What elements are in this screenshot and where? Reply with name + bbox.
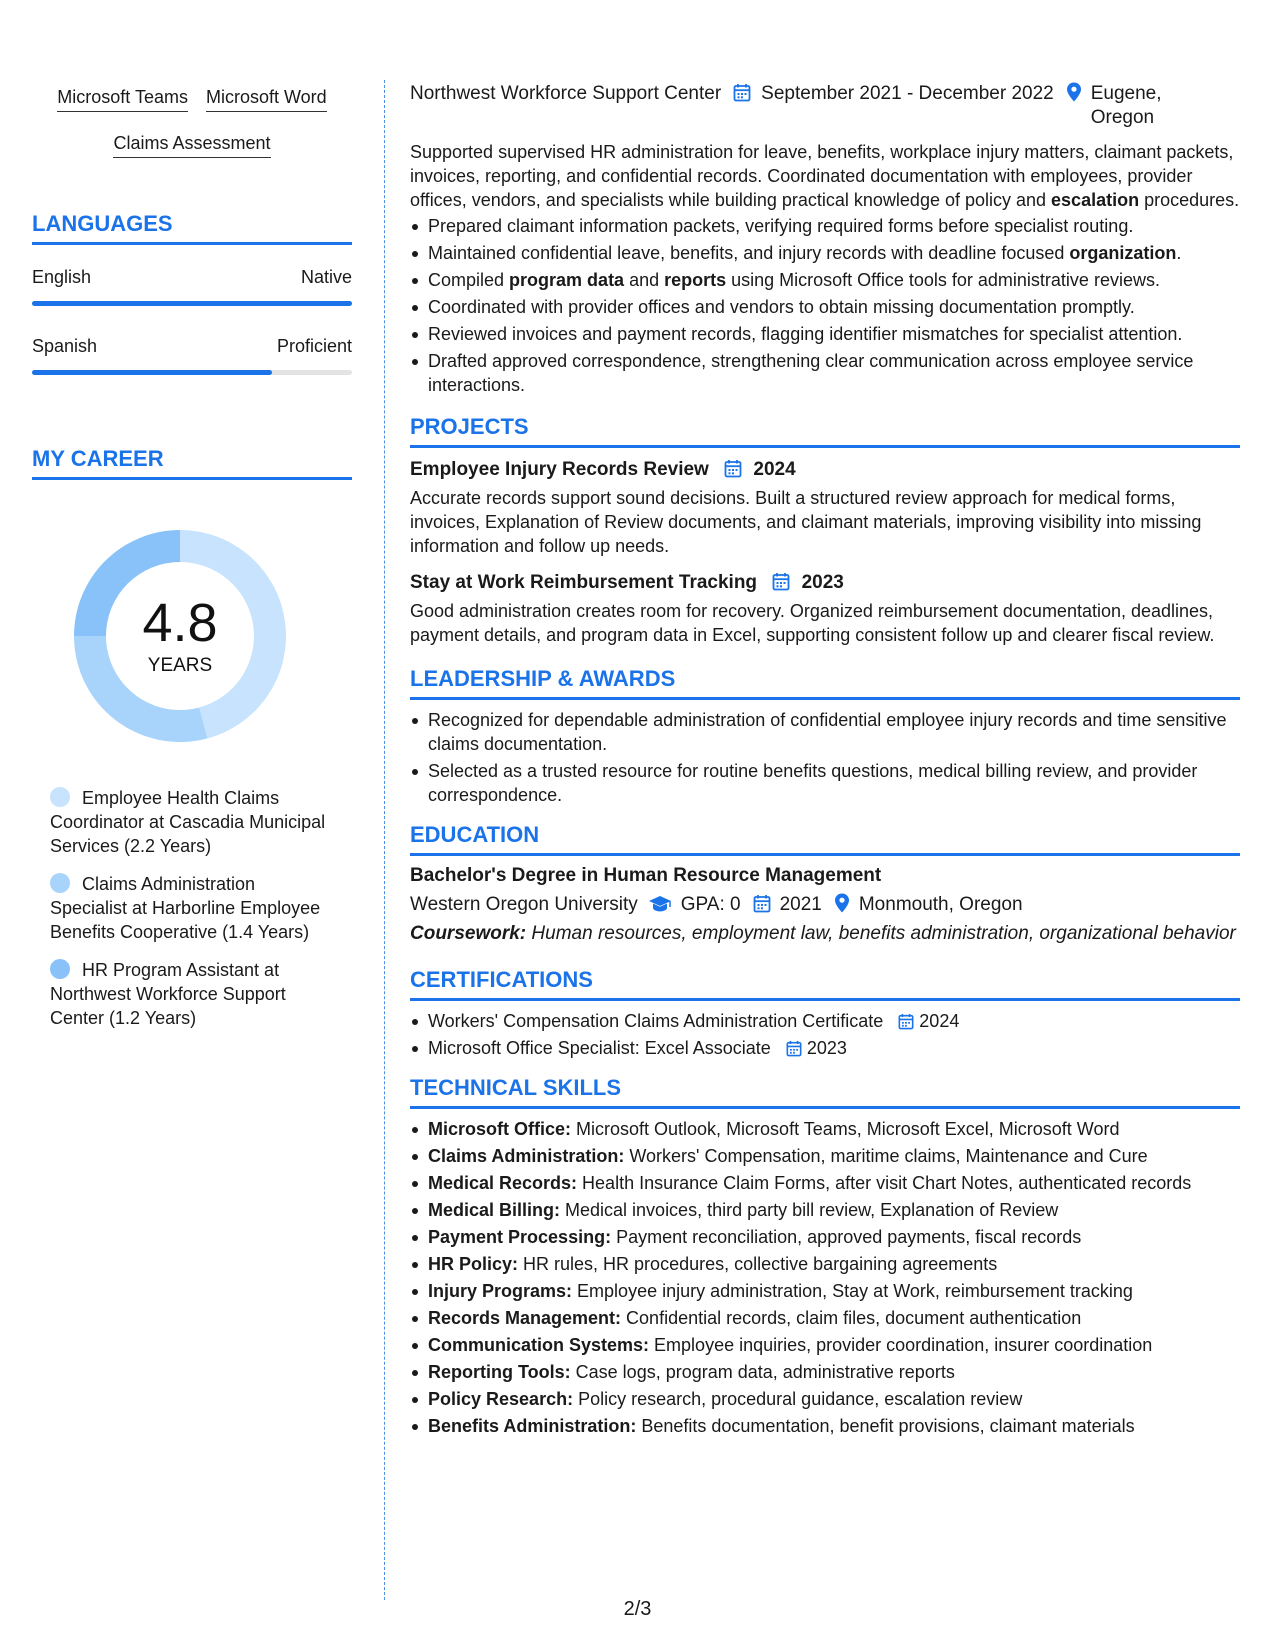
language-name: Spanish — [32, 336, 98, 356]
technical-skills-list — [410, 1117, 1240, 1438]
language-item — [32, 265, 352, 306]
project-item — [410, 571, 1240, 647]
project-year: 2024 — [753, 459, 796, 480]
project-description: Good administration creates room for recovery. Organized reimbursement documentation, deadlines, payment details, and program data in Excel, supporting consistent follow up and clearer fiscal review. — [410, 601, 1215, 645]
job-dates: September 2021 - December 2022 — [761, 83, 1054, 104]
technical-skill-item: Policy Research: Policy research, procedural guidance, escalation review — [410, 1387, 1240, 1411]
calendar-icon — [753, 893, 771, 917]
legend-dot — [50, 787, 70, 807]
job-bullet: Coordinated with provider offices and vendors to obtain missing documentation promptly. — [410, 295, 1240, 319]
project-name: Stay at Work Reimbursement Tracking — [410, 572, 758, 593]
page-number: 2/3 — [623, 1598, 652, 1620]
career-legend — [50, 786, 330, 1030]
skill-tag: Microsoft Word — [206, 86, 327, 112]
certification-name: Microsoft Office Specialist: Excel Associate — [428, 1038, 771, 1058]
calendar-icon — [898, 1011, 914, 1031]
skill-tag: Claims Assessment — [113, 132, 270, 158]
certifications-heading: CERTIFICATIONS — [410, 966, 1240, 1001]
education-school: Western Oregon University — [410, 894, 638, 915]
language-level-bar — [32, 301, 352, 306]
career-legend-item — [50, 872, 330, 944]
certification-name: Workers' Compensation Claims Administration Certificate — [428, 1011, 884, 1031]
project-description: Accurate records support sound decisions. Built a structured review approach for medical forms, invoices, Explanation of Review documents, and claimant materials, improving visibility into missing information and follow up needs. — [410, 488, 1202, 556]
career-heading: MY CAREER — [32, 445, 352, 480]
right-column — [410, 82, 1240, 1441]
project-year: 2023 — [801, 572, 844, 593]
job-location-state: Oregon — [1090, 107, 1155, 128]
language-level-fill — [32, 301, 352, 306]
career-total-years: 4.8 — [142, 593, 218, 653]
leadership-heading: LEADERSHIP & AWARDS — [410, 665, 1240, 700]
technical-skill-item: Reporting Tools: Case logs, program data, administrative reports — [410, 1360, 1240, 1384]
job-bullet: Reviewed invoices and payment records, flagging identifier mismatches for specialist attention. — [410, 322, 1240, 346]
leadership-item: Recognized for dependable administration of confidential employee injury records and time sensitive claims documentation. — [410, 708, 1240, 756]
column-divider — [384, 80, 385, 1600]
language-name: English — [32, 267, 92, 287]
location-pin-icon — [834, 893, 850, 917]
career-legend-item — [50, 958, 330, 1030]
career-years-unit: YEARS — [147, 655, 213, 676]
education-degree: Bachelor's Degree in Human Resource Management — [410, 865, 882, 886]
legend-dot — [50, 959, 70, 979]
technical-skill-item: Payment Processing: Payment reconciliation, approved payments, fiscal records — [410, 1225, 1240, 1249]
career-legend-label: HR Program Assistant at Northwest Workforce Support Center (1.2 Years) — [50, 960, 286, 1028]
education-year: 2021 — [779, 894, 822, 915]
language-level-fill — [32, 370, 272, 375]
job-bullet: Prepared claimant information packets, verifying required forms before specialist routing. — [410, 214, 1240, 238]
graduation-cap-icon — [648, 893, 672, 917]
language-level-bar — [32, 370, 352, 375]
legend-dot — [50, 873, 70, 893]
job-bullets — [410, 214, 1240, 397]
technical-skill-item: Benefits Administration: Benefits documentation, benefit provisions, claimant materials — [410, 1414, 1240, 1438]
location-pin-icon — [1066, 82, 1082, 130]
education-coursework: Coursework: Human resources, employment law, benefits administration, organizational behavior — [410, 923, 1236, 944]
calendar-icon — [724, 459, 742, 480]
project-name: Employee Injury Records Review — [410, 459, 709, 480]
education-location: Monmouth, Oregon — [858, 894, 1023, 915]
education-gpa: GPA: 0 — [680, 894, 741, 915]
job-bullet: Compiled program data and reports using Microsoft Office tools for administrative reviews. — [410, 268, 1240, 292]
language-level: Proficient — [276, 336, 352, 356]
left-column — [32, 86, 352, 1044]
skill-tags — [32, 86, 352, 158]
languages-heading: LANGUAGES — [32, 210, 352, 245]
technical-skill-item: Medical Billing: Medical invoices, third party bill review, Explanation of Review — [410, 1198, 1240, 1222]
language-item — [32, 334, 352, 375]
technical-skill-item: Medical Records: Health Insurance Claim Forms, after visit Chart Notes, authenticated records — [410, 1171, 1240, 1195]
technical-skill-item: HR Policy: HR rules, HR procedures, collective bargaining agreements — [410, 1252, 1240, 1276]
project-item — [410, 458, 1240, 558]
leadership-list — [410, 708, 1240, 807]
projects-heading: PROJECTS — [410, 413, 1240, 448]
skill-tag: Microsoft Teams — [57, 86, 188, 112]
education-heading: EDUCATION — [410, 821, 1240, 856]
certifications-list — [410, 1009, 1240, 1060]
technical-skill-item: Claims Administration: Workers' Compensation, maritime claims, Maintenance and Cure — [410, 1144, 1240, 1168]
job-employer: Northwest Workforce Support Center — [410, 83, 722, 104]
technical-skill-item: Injury Programs: Employee injury administration, Stay at Work, reimbursement tracking — [410, 1279, 1240, 1303]
education-details — [410, 893, 1240, 917]
technical-skill-item: Records Management: Confidential records, claim files, document authentication — [410, 1306, 1240, 1330]
certification-item — [410, 1036, 1240, 1060]
job-summary: Supported supervised HR administration for leave, benefits, workplace injury matters, claimant packets, invoices, reporting, and confidential records. Coordinated documentation with employees, provider offices, vendors, and specialists while building practical knowledge of policy and escalation procedures. — [410, 142, 1240, 210]
career-donut-chart — [64, 520, 296, 752]
certification-year: 2024 — [919, 1011, 960, 1031]
leadership-item: Selected as a trusted resource for routine benefits questions, medical billing review, and provider correspondence. — [410, 759, 1240, 807]
technical-skill-item: Communication Systems: Employee inquiries, provider coordination, insurer coordination — [410, 1333, 1240, 1357]
job-bullet: Drafted approved correspondence, strengthening clear communication across employee service interactions. — [410, 349, 1240, 397]
certification-item — [410, 1009, 1240, 1033]
career-legend-label: Claims Administration Specialist at Harborline Employee Benefits Cooperative (1.4 Years) — [50, 874, 321, 942]
calendar-icon — [772, 572, 790, 593]
career-legend-label: Employee Health Claims Coordinator at Cascadia Municipal Services (2.2 Years) — [50, 788, 326, 856]
calendar-icon — [733, 82, 751, 130]
language-level: Native — [300, 267, 352, 287]
technical-skills-heading: TECHNICAL SKILLS — [410, 1074, 1240, 1109]
career-legend-item — [50, 786, 330, 858]
technical-skill-item: Microsoft Office: Microsoft Outlook, Microsoft Teams, Microsoft Excel, Microsoft Word — [410, 1117, 1240, 1141]
calendar-icon — [786, 1038, 802, 1058]
job-bullet: Maintained confidential leave, benefits, and injury records with deadline focused organization. — [410, 241, 1240, 265]
job-location-city: Eugene, — [1090, 83, 1162, 104]
certification-year: 2023 — [806, 1038, 847, 1058]
job-header — [410, 82, 1240, 130]
